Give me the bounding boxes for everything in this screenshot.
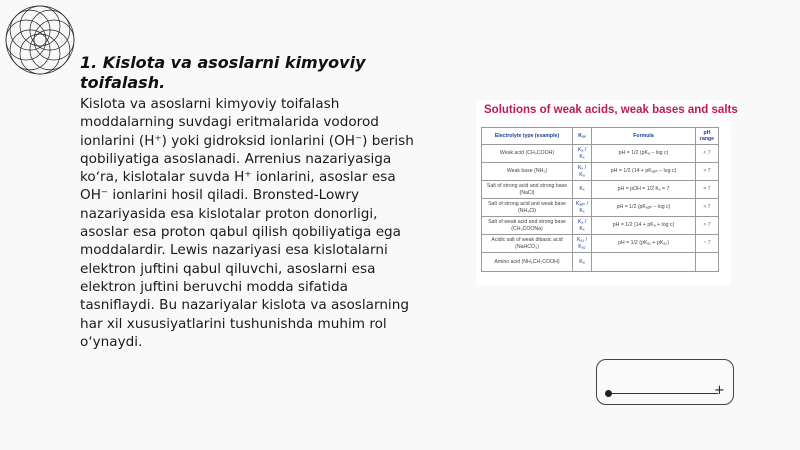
row-type: Acidic salt of weak dibasic acid (NaHCO₃) (482, 235, 573, 253)
row-ph: ~ 7 (696, 235, 719, 253)
weak-electrolytes-table-figure (476, 100, 738, 286)
header-k: Kₐₓ (573, 128, 592, 145)
row-formula: pH = 1/2 (pKₐ₁ + pKₐ₂) (592, 235, 696, 253)
row-k: Kₓ (573, 181, 592, 199)
row-formula: pH = 1/2 (pKₐᵦₕ – log c) (592, 199, 696, 217)
row-formula: pH = 1/2 (14 + pKₐᵦₕ – log c) (592, 163, 696, 181)
figure-title: Solutions of weak acids, weak bases and salts (484, 104, 738, 116)
slider-widget[interactable] (596, 359, 734, 405)
header-ph-range: pH range (696, 128, 719, 145)
table-row (482, 145, 719, 163)
weak-electrolytes-table (481, 127, 719, 272)
row-k: Kₐ (573, 253, 592, 272)
row-formula: pH = 1/2 (pKₐ – log c) (592, 145, 696, 163)
slide-body-text: Kislota va asoslarni kimyoviy toifalash moddalarning suvdagi eritmalarida vodorod ionlarini (H⁺) yoki gidroksid ionlarini (OH⁻) berish qobiliyatiga asoslanadi. Arrenius nazariyasiga koʻra, kislotalar suvda H⁺ ionlarini, asoslar esa OH⁻ ionlarini hosil qiladi. Bronsted-Lowry nazariyasida esa kislotalar proton donorligi, asoslar esa proton qabul qilish qobiliyatiga ega moddalardir. Lewis nazariyasi esa kislotalarni elektron juftini qabul qiluvchi, asoslarni esa elektron juftini beruvchi modda sifatida tasniflaydi. Bu nazariyalar kislota va asoslarning har xil xususiyatlarini tushunishda muhim rol oʻynaydi. (80, 96, 414, 350)
row-type: Salt of weak acid and strong base (CH₃COONa) (482, 217, 573, 235)
row-k: Kₓ / Kₐ (573, 163, 592, 181)
table-row (482, 199, 719, 217)
table-header-row (482, 128, 719, 145)
header-electrolyte-type: Electrolyte type (example) (482, 128, 573, 145)
dot-icon[interactable] (605, 390, 612, 397)
row-type: Salt of strong acid and strong base (NaCl) (482, 181, 573, 199)
slide-title: 1. Kislota va asoslarni kimyoviy toifalash. (80, 53, 366, 92)
row-formula (592, 253, 696, 272)
row-ph: < 7 (696, 199, 719, 217)
table-row (482, 163, 719, 181)
row-k: Kₐᵦₕ / Kₓ (573, 199, 592, 217)
slider-track (608, 393, 718, 394)
row-type: Amino acid (NH₂CH₂COOH) (482, 253, 573, 272)
plus-icon[interactable]: + (714, 383, 725, 398)
row-k: Kₐ / Kₓ (573, 145, 592, 163)
row-formula: pH = 1/2 (14 + pKₐ + log c) (592, 217, 696, 235)
table-row (482, 253, 719, 272)
row-ph: < 7 (696, 145, 719, 163)
row-type: Weak acid (CH₃COOH) (482, 145, 573, 163)
header-formula: Formula (592, 128, 696, 145)
table-row (482, 217, 719, 235)
row-ph: > 7 (696, 217, 719, 235)
row-formula: pH = pOH = 1/2 Kₓ = 7 (592, 181, 696, 199)
table-row (482, 235, 719, 253)
spirograph-logo-icon (4, 4, 76, 76)
row-type: Weak base (NH₃) (482, 163, 573, 181)
row-ph (696, 253, 719, 272)
row-ph: > 7 (696, 163, 719, 181)
row-k: Kₐ₁ / Kₐ₂ (573, 235, 592, 253)
row-type: Salt of strong acid and weak base (NH₄Cl) (482, 199, 573, 217)
row-k: Kₐ / Kₓ (573, 217, 592, 235)
table-row (482, 181, 719, 199)
row-ph: = 7 (696, 181, 719, 199)
